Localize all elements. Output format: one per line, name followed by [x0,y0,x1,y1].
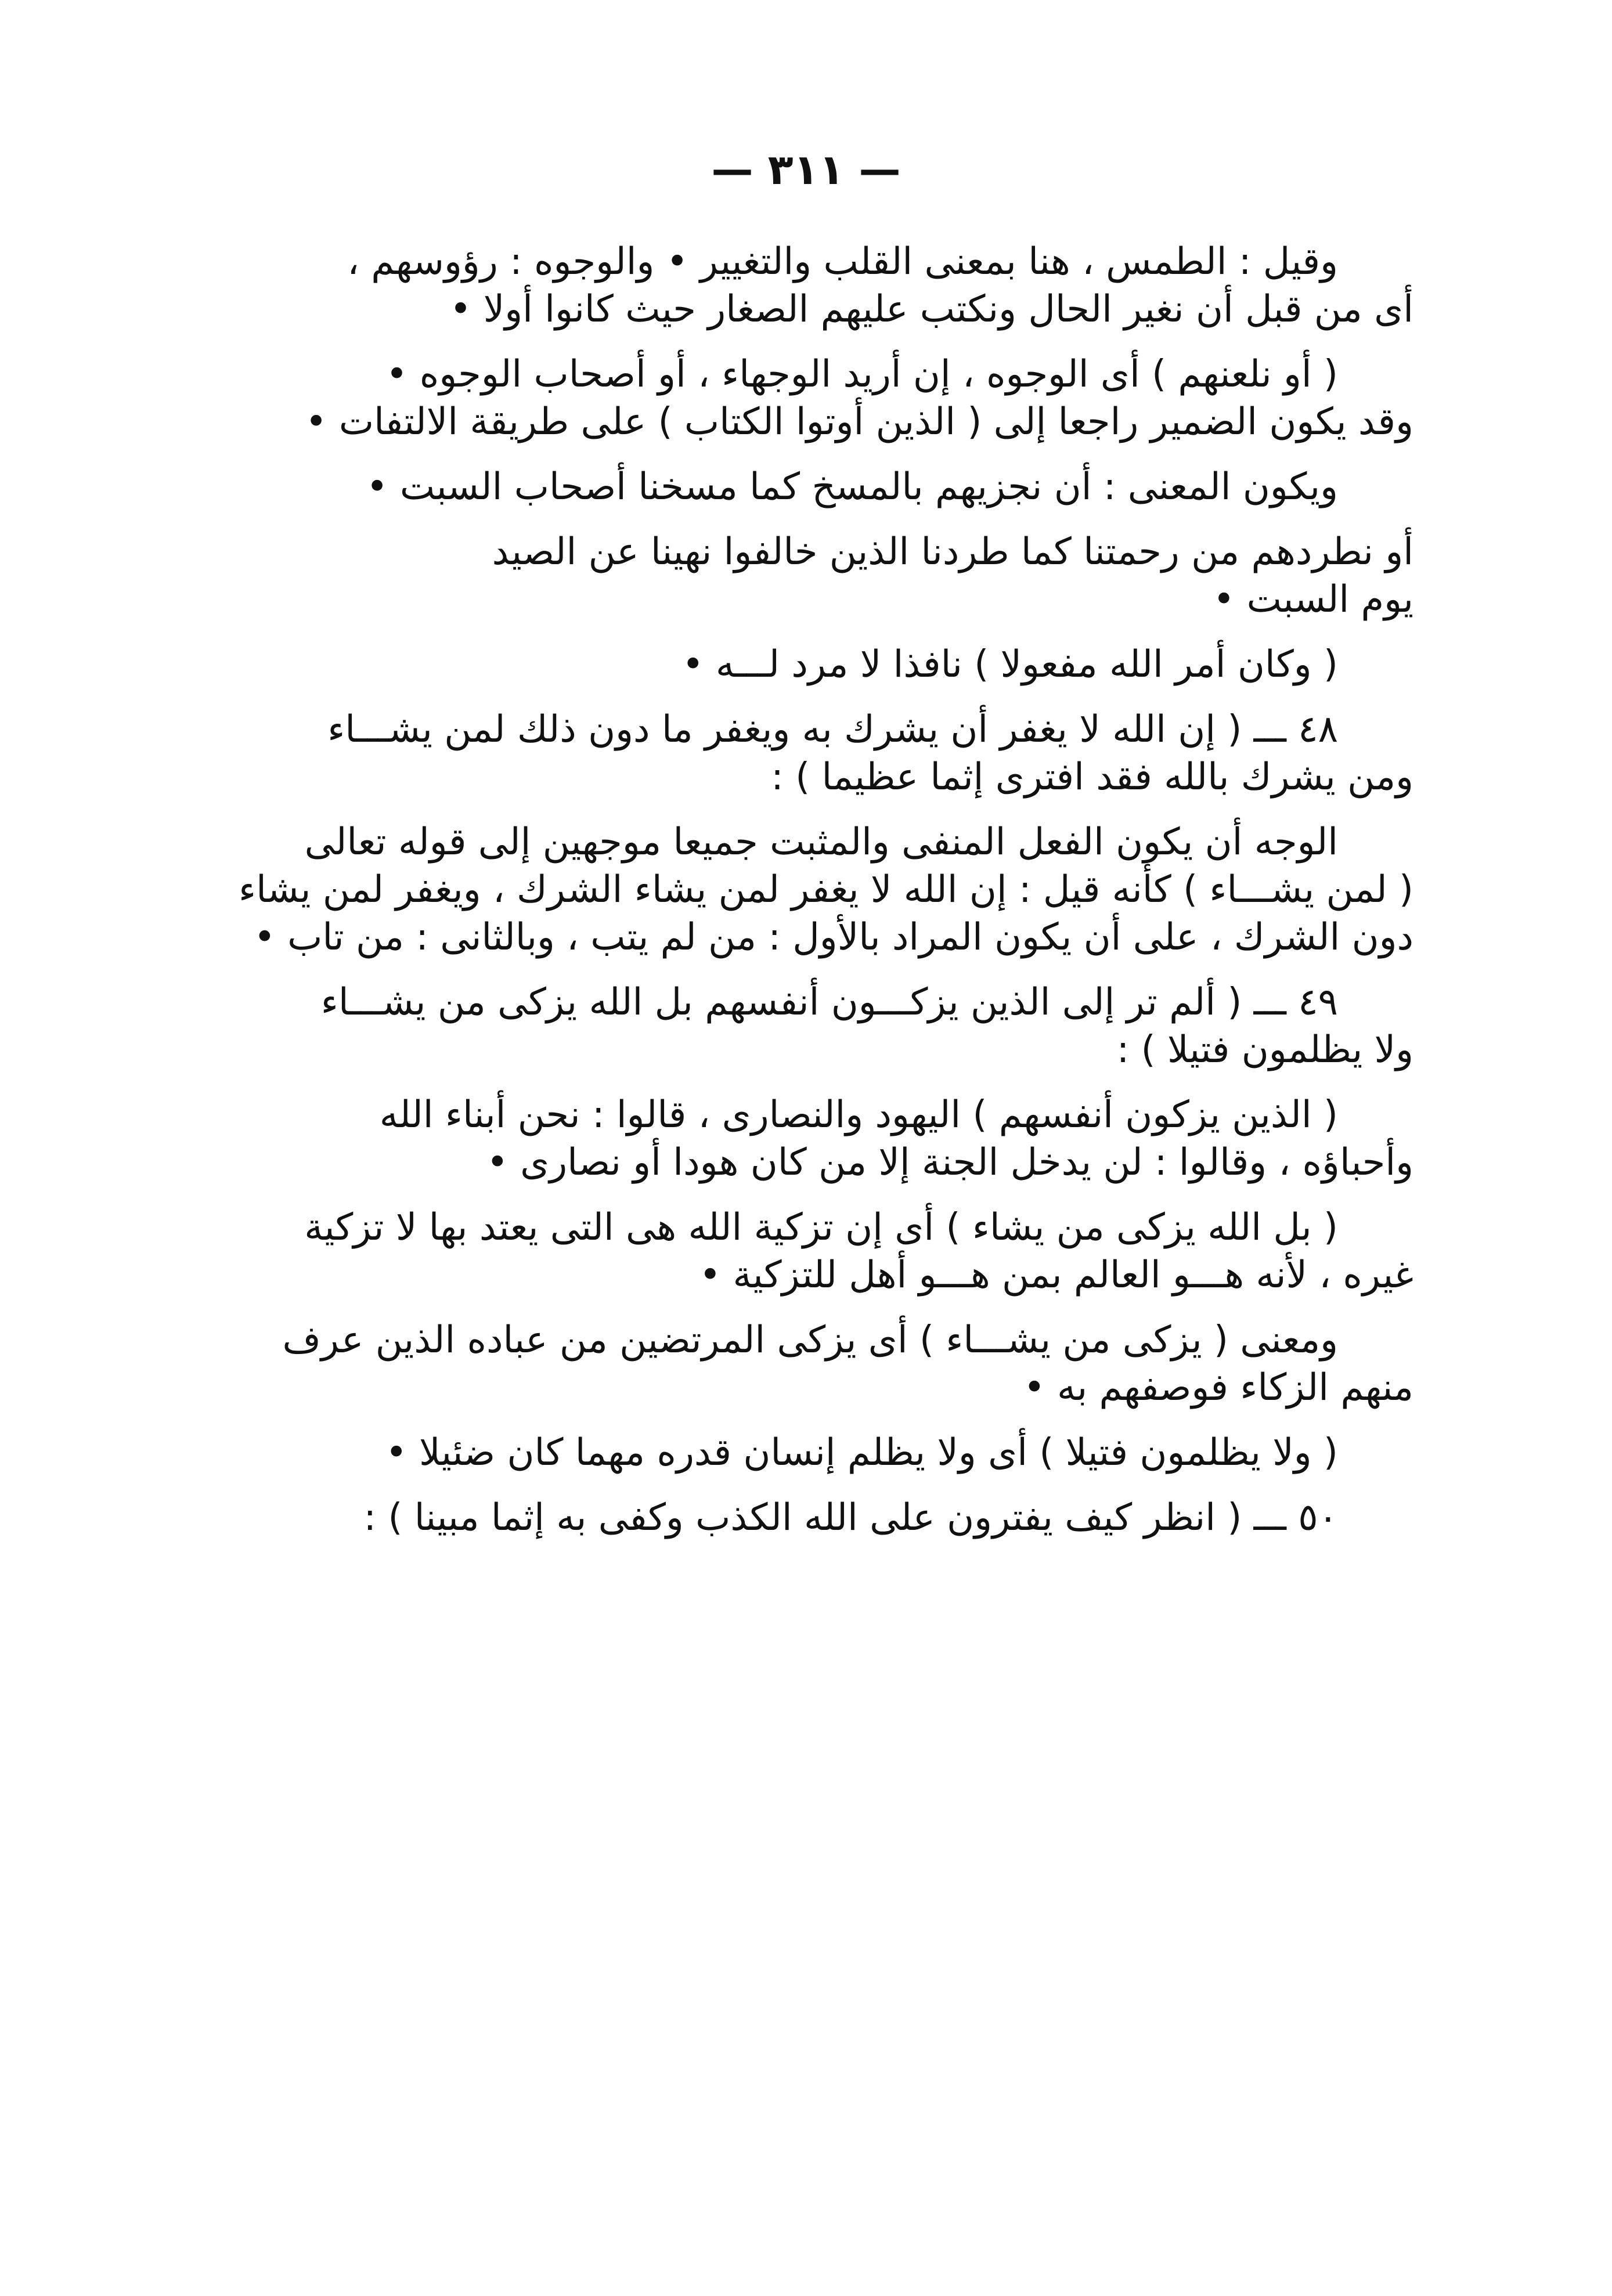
paragraph [238,818,1413,961]
text-line: وأحباؤه ، وقالوا : لن يدخل الجنة إلا من كان هودا أو نصارى • [486,1141,1413,1184]
text-line: وقيل : الطمس ، هنا بمعنى القلب والتغيير • والوجوه : رؤوسهم ، [347,240,1338,283]
page-body [238,238,1413,1559]
paragraph [305,351,1413,446]
text-line: غيره ، لأنه هـــو العالم بمن هـــو أهل للتزكية • [699,1254,1413,1297]
paragraph [316,1429,1413,1476]
page-number: — ٣١١ — [711,145,901,194]
text-line: ( بل الله يزكى من يشاء ) أى إن تزكية الله هى التى يعتد بها لا تزكية [304,1206,1338,1249]
paragraph [282,1316,1413,1411]
text-line: ومعنى ( يزكى من يشـــاء ) أى يزكى المرتضين من عباده الذين عرف [282,1319,1338,1362]
paragraph [316,641,1413,688]
paragraph [316,528,1413,623]
text-line: دون الشرك ، على أن يكون المراد بالأول : من لم يتب ، وبالثانى : من تاب • [254,916,1413,959]
text-line: ( الذين يزكون أنفسهم ) اليهود والنصارى ، قالوا : نحن أبناء الله [379,1093,1338,1136]
text-line: ولا يظلمون فتيلا ) : [1116,1028,1413,1071]
paragraph [316,979,1413,1074]
paragraph [316,238,1413,333]
paragraph [316,706,1413,801]
paragraph [304,1204,1413,1299]
text-line: ( ولا يظلمون فتيلا ) أى ولا يظلم إنسان قدره مهما كان ضئيلا • [385,1431,1338,1474]
text-line: ( أو نلعنهم ) أى الوجوه ، إن أريد الوجهاء ، أو أصحاب الوجوه • [385,353,1338,396]
paragraph [316,463,1413,511]
text-line: ٤٩ ـــ ( ألم تر إلى الذين يزكـــون أنفسهم بل الله يزكى من يشـــاء [320,981,1338,1024]
text-line: أى من قبل أن نغير الحال ونكتب عليهم الصغار حيث كانوا أولا • [449,288,1413,331]
text-line: ( لمن يشـــاء ) كأنه قيل : إن الله لا يغفر لمن يشاء الشرك ، ويغفر لمن يشاء [238,868,1413,911]
paragraph [316,1091,1413,1186]
text-line: ( وكان أمر الله مفعولا ) نافذا لا مرد لـــه • [681,643,1338,686]
text-line: ومن يشرك بالله فقد افترى إثما عظيما ) : [771,756,1413,799]
text-line: الوجه أن يكون الفعل المنفى والمثبت جميعا موجهين إلى قوله تعالى [304,821,1338,864]
text-line: يوم السبت • [1213,578,1413,621]
text-line: ويكون المعنى : أن نجزيهم بالمسخ كما مسخنا أصحاب السبت • [366,465,1338,508]
text-line: ٤٨ ـــ ( إن الله لا يغفر أن يشرك به ويغفر ما دون ذلك لمن يشـــاء [327,708,1338,751]
text-line: ٥٠ ـــ ( انظر كيف يفترون على الله الكذب وكفى به إثما مبينا ) : [363,1496,1338,1539]
paragraph [316,1494,1413,1542]
text-line: منهم الزكاء فوصفهم به • [1023,1366,1413,1409]
text-line: وقد يكون الضمير راجعا إلى ( الذين أوتوا الكتاب ) على طريقة الالتفات • [305,400,1413,443]
text-line: أو نطردهم من رحمتنا كما طردنا الذين خالفوا نهينا عن الصيد [492,530,1413,573]
